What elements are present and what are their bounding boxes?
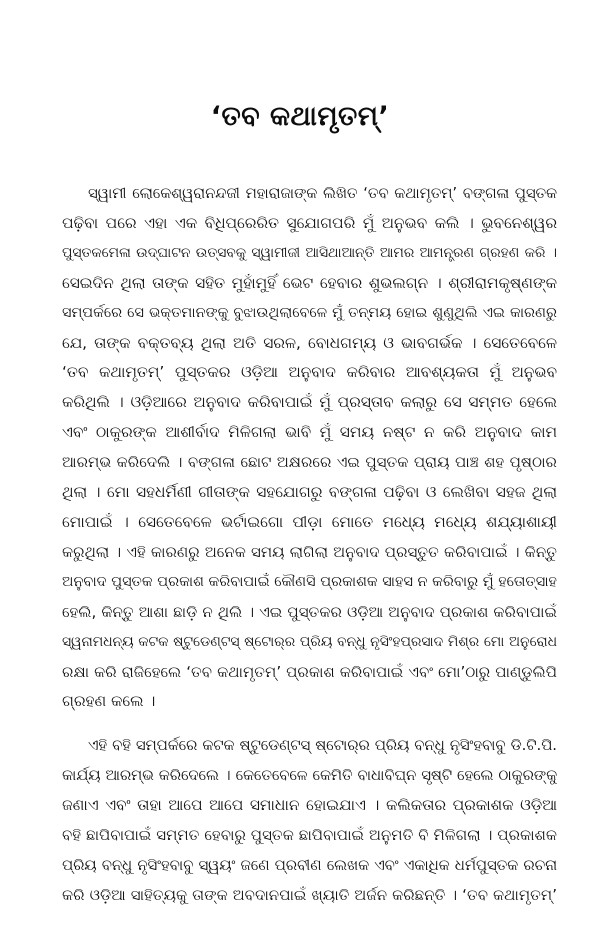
text-line: ସ୍ୱନାମଧନ୍ୟ କଟକ ଷ୍ଟୁଡେଣ୍ଟସ୍ ଷ୍ଟୋର୍‌ର ପ୍ରିୟ ବନ୍ଧୁ ନୃସିଂହପ୍ରସାଦ ମିଶ୍ର ମୋ ଅନୁରୋଧ — [62, 633, 557, 650]
paragraph-1 — [62, 179, 557, 717]
text-line: ସେଇଦିନ ଥିଲା ତାଙ୍କ ସହିତ ମୁହାଁମୁହିଁ ଭେଟ ହେବାର ଶୁଭଲଗ୍ନ । ଶ୍ରୀରାମକୃଷ୍ଣଙ୍କ — [62, 273, 557, 292]
text-line: ପୁସ୍ତକମେଳା ଉଦ୍‌ଘାଟନ ଉତ୍ସବକୁ ସ୍ୱାମୀଜୀ ଆସିଥାଆନ୍ତି ଆମର ଆମନ୍ତ୍ରଣ ଗ୍ରହଣ କରି । — [62, 244, 557, 261]
text-line: କରିଥିଲି । ଓଡ଼ିଆରେ ଅନୁବାଦ କରିବାପାଇଁ ମୁଁ ପ୍ରସ୍ତାବ କଲାରୁ ସେ ସମ୍ମତ ହେଲେ — [62, 393, 557, 412]
chapter-title: ‘ତବ କଥାମୃତମ୍’ — [210, 101, 390, 132]
text-line: ଏହି ବହି ସମ୍ପର୍କରେ କଟକ ଷ୍ଟୁଡେଣ୍ଟସ୍ ଷ୍ଟୋର୍‌ର ପ୍ରିୟ ବନ୍ଧୁ ନୃସିଂହବାବୁ ଡି.ଟି.ପି. — [88, 737, 557, 754]
text-line: କାର୍ଯ୍ୟ ଆରମ୍ଭ କରିଦେଲେ । କେତେବେଳେ କେମିତି ବାଧାବିଘ୍ନ ସୃଷ୍ଟି ହେଲେ ଠାକୁରଙ୍କୁ — [62, 766, 557, 784]
text-line: କରି ଓଡ଼ିଆ ସାହିତ୍ୟକୁ ତାଙ୍କ ଅବଦାନପାଇଁ ଖ୍ୟାତି ଅର୍ଜନ କରିଛନ୍ତି । ‘ତବ କଥାମୃତମ୍’ — [62, 885, 557, 904]
text-line: ହେଲି, କିନ୍ତୁ ଆଶା ଛାଡ଼ି ନ ଥିଲି । ଏଇ ପୁସ୍ତକର ଓଡ଼ିଆ ଅନୁବାଦ ପ୍ରକାଶ କରିବାପାଇଁ — [62, 602, 557, 621]
text-line: ରକ୍ଷା କରି ରାଜିହେଲେ ‘ତବ କଥାମୃତମ୍’ ପ୍ରକାଶ କରିବାପାଇଁ ଏବଂ ମୋ’ଠାରୁ ପାଣ୍ଡୁଲିପି — [62, 662, 557, 681]
text-line: ପଢ଼ିବା ପରେ ଏହା ଏକ ବିଧିପ୍ରେରିତ ସୁଯୋଗପରି ମୁଁ ଅନୁଭବ କଲି । ଭୁବନେଶ୍ୱର — [62, 213, 557, 232]
text-line: ଜଣାଏ ଏବଂ ତାହା ଆପେ ଆପେ ସମାଧାନ ହୋଇଯାଏ । କଲିକତାର ପ୍ରକାଶକ ଓଡ଼ିଆ — [62, 795, 557, 814]
text-line: ବହି ଛାପିବାପାଇଁ ସମ୍ମତ ହେବାରୁ ପୁସ୍ତକ ଛାପିବାପାଇଁ ଅନୁମତି ବି ମିଳିଗଲା । ପ୍ରକାଶକ — [62, 825, 557, 844]
text-line: ସ୍ୱାମୀ ଲୋକେଶ୍ୱରାନନ୍ଦଜୀ ମହାରାଜାଙ୍କ ଲିଖିତ ‘ତବ କଥାମୃତମ୍’ ବଙ୍ଗଳା ପୁସ୍ତକ — [88, 185, 557, 202]
text-line: ପ୍ରିୟ ବନ୍ଧୁ ନୃସିଂହବାବୁ ସ୍ୱୟଂ ଜଣେ ପ୍ରବୀଣ ଲେଖକ ଏବଂ ଏକାଧିକ ଧର୍ମପୁସ୍ତକ ରଚନା — [62, 856, 557, 874]
text-line: ଗ୍ରହଣ କଲେ । — [62, 692, 156, 711]
text-line: ‘ତବ କଥାମୃତମ୍’ ପୁସ୍ତକର ଓଡ଼ିଆ ଅନୁବାଦ କରିବାର ଆବଶ୍ୟକତା ମୁଁ ଅନୁଭବ — [62, 363, 557, 382]
text-line: ଥିଲା । ମୋ ସହଧର୍ମିଣୀ ଗୀତାଙ୍କ ସହଯୋଗରୁ ବଙ୍ଗଳା ପଢ଼ିବା ଓ ଲେଖିବା ସହଜ ଥିଲା — [62, 483, 557, 502]
text-line: କରୁଥିଲା । ଏହି କାରଣରୁ ଅନେକ ସମୟ ଲାଗିଲା ଅନୁବାଦ ପ୍ରସ୍ତୁତ କରିବାପାଇଁ । କିନ୍ତୁ — [62, 542, 557, 561]
text-line: ଏବଂ ଠାକୁରଙ୍କ ଆଶୀର୍ବାଦ ମିଳିଗଲା ଭାବି ମୁଁ ସମୟ ନଷ୍ଟ ନ କରି ଅନୁବାଦ କାମ — [62, 423, 557, 442]
text-line: ସମ୍ପର୍କରେ ସେ ଭକ୍ତମାନଙ୍କୁ ବୁଝାଉଥିଲାବେଳେ ମୁଁ ତନ୍ମୟ ହୋଇ ଶୁଣୁଥିଲି ଏଇ କାରଣରୁ — [62, 304, 557, 321]
text-line: ଯେ, ତାଙ୍କ ବକ୍ତବ୍ୟ ଥିଲା ଅତି ସରଳ, ବୋଧଗମ୍ୟ ଓ ଭାବଗର୍ଭକ । ସେତେବେଳେ — [62, 333, 557, 352]
paragraph-2 — [62, 731, 557, 910]
text-line: ଆରମ୍ଭ କରିଦେଲି । ବଙ୍ଗଳା ଛୋଟ ଅକ୍ଷରରେ ଏଇ ପୁସ୍ତକ ପ୍ରାୟ ପାଞ୍ଚ ଶହ ପୃଷ୍ଠାର — [62, 453, 557, 472]
text-line: ମୋପାଇଁ । ସେତେବେଳେ ଭର୍ଟାଇଗୋ ପୀଡ଼ା ମୋତେ ମଧ୍ୟେ ମଧ୍ୟେ ଶଯ୍ୟାଶାୟୀ — [62, 512, 557, 531]
text-line: ଅନୁବାଦ ପୁସ୍ତକ ପ୍ରକାଶ କରିବାପାଇଁ କୌଣସି ପ୍ରକାଶକ ସାହସ ନ କରିବାରୁ ମୁଁ ହତୋତ୍ସାହ — [62, 573, 557, 590]
